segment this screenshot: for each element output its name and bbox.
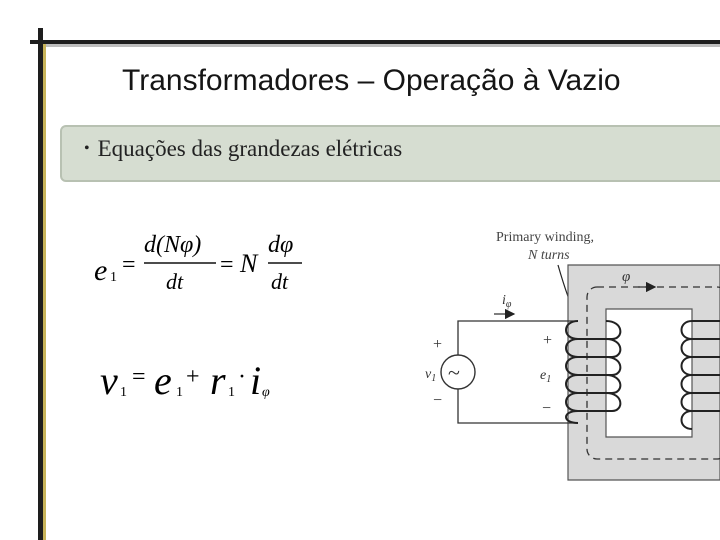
eq1-equals-2: = bbox=[220, 252, 234, 278]
eq1-num-2: dφ bbox=[268, 232, 294, 258]
eq2-r-sub: 1 bbox=[228, 385, 235, 400]
winding-label-line1: Primary winding, bbox=[496, 230, 594, 245]
eq2-e-sub: 1 bbox=[176, 385, 183, 400]
winding-label-line2: N turns bbox=[528, 248, 570, 263]
eq1-den-1: dt bbox=[166, 269, 184, 294]
top-gray-stripe bbox=[46, 44, 720, 47]
eq2-v: v bbox=[100, 358, 118, 403]
eq1-den-2: dt bbox=[271, 269, 289, 294]
bullet-text: Equações das grandezas elétricas bbox=[97, 136, 403, 161]
emf-plus: + bbox=[543, 332, 553, 349]
wire-bottom bbox=[458, 389, 578, 423]
transformer-core bbox=[568, 265, 720, 480]
eq2-plus: + bbox=[186, 364, 200, 390]
eq1-num-1: d(Nφ) bbox=[144, 232, 202, 258]
eq1-lhs-sub: 1 bbox=[110, 270, 117, 285]
eq2-v-sub: 1 bbox=[120, 385, 127, 400]
source-plus: + bbox=[433, 336, 443, 353]
ac-source-symbol: ~ bbox=[448, 360, 460, 385]
equation-voltage bbox=[96, 352, 296, 408]
source-label: $v_1$ bbox=[425, 367, 437, 384]
bullet-line bbox=[84, 136, 402, 162]
current-label: $i_\varphi$ bbox=[502, 293, 512, 310]
eq2-equals: = bbox=[132, 364, 146, 390]
left-gold-stripe bbox=[43, 44, 46, 540]
eq2-r: r bbox=[210, 358, 226, 403]
equation-emf bbox=[88, 222, 318, 302]
eq2-i-sub: φ bbox=[262, 385, 270, 400]
eq1-coef: N bbox=[240, 249, 258, 278]
source-minus: − bbox=[433, 392, 443, 409]
eq2-dot: · bbox=[238, 364, 246, 390]
emf-minus: − bbox=[542, 400, 552, 417]
bullet-marker: • bbox=[84, 140, 90, 157]
wire-top bbox=[458, 321, 578, 355]
eq1-equals-1: = bbox=[122, 252, 136, 278]
slide-title: Transformadores – Operação à Vazio bbox=[122, 64, 621, 97]
eq2-e: e bbox=[154, 358, 172, 403]
eq2-i: i bbox=[250, 358, 262, 403]
flux-label: φ bbox=[622, 269, 631, 285]
emf-label: $e_1$ bbox=[540, 368, 552, 385]
eq1-lhs: e bbox=[94, 254, 108, 287]
transformer-figure bbox=[410, 215, 720, 490]
